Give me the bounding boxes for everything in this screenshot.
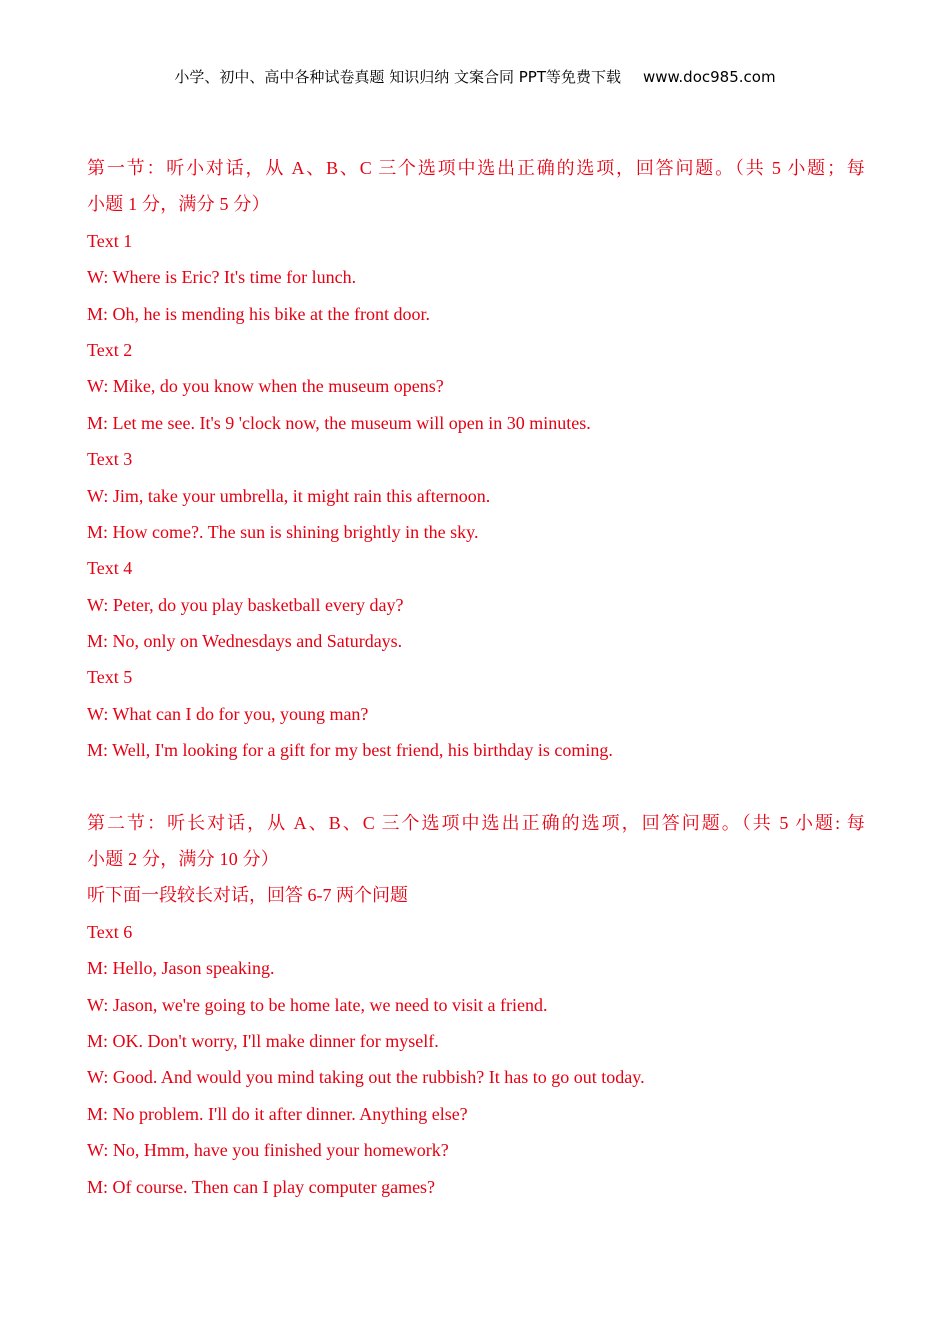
section-gap xyxy=(87,769,867,805)
section-1-heading-line-1: 第一节：听小对话，从 A、B、C 三个选项中选出正确的选项，回答问题。（共 5 小题；每 xyxy=(87,158,865,178)
dialogue-line: W: No, Hmm, have you finished your homework? xyxy=(87,1140,449,1161)
text-label: Text 4 xyxy=(87,558,133,579)
text-1-block xyxy=(87,223,867,332)
dialogue-line: M: OK. Don't worry, I'll make dinner for myself. xyxy=(87,1030,439,1051)
dialogue-line: W: Good. And would you mind taking out the rubbish? It has to go out today. xyxy=(87,1067,645,1088)
text-5-block xyxy=(87,659,867,768)
section-2 xyxy=(87,805,867,1205)
dialogue-line: W: Peter, do you play basketball every day? xyxy=(87,594,404,615)
page-header xyxy=(0,66,950,87)
text-label: Text 6 xyxy=(87,921,133,942)
dialogue-line: M: No problem. I'll do it after dinner. Anything else? xyxy=(87,1103,468,1124)
dialogue-line: W: Jason, we're going to be home late, we need to visit a friend. xyxy=(87,994,548,1015)
section-2-instruction: 听下面一段较长对话，回答 6-7 两个问题 xyxy=(87,885,408,906)
text-label: Text 1 xyxy=(87,230,133,251)
text-label: Text 2 xyxy=(87,339,133,360)
section-2-heading-line-1: 第二节：听长对话，从 A、B、C 三个选项中选出正确的选项，回答问题。（共 5 小题: 每 xyxy=(87,812,865,833)
dialogue-line: M: Of course. Then can I play computer games? xyxy=(87,1176,436,1197)
dialogue-line: W: What can I do for you, young man? xyxy=(87,703,369,724)
dialogue-line: M: How come?. The sun is shining brightly in the sky. xyxy=(87,521,479,542)
section-1-heading-line-2: 小题 1 分，满分 5 分） xyxy=(87,194,270,215)
dialogue-line: W: Where is Eric? It's time for lunch. xyxy=(87,267,357,288)
text-2-block xyxy=(87,332,867,441)
dialogue-line: W: Jim, take your umbrella, it might rain this afternoon. xyxy=(87,485,491,506)
dialogue-line: M: Well, I'm looking for a gift for my best friend, his birthday is coming. xyxy=(87,740,613,761)
header-url[interactable]: www.doc985.com xyxy=(642,68,776,86)
dialogue-line: M: Hello, Jason speaking. xyxy=(87,958,275,979)
section-1 xyxy=(87,150,867,769)
document-body xyxy=(87,150,867,1205)
text-3-block xyxy=(87,441,867,550)
section-2-heading-line-2: 小题 2 分，满分 10 分） xyxy=(87,849,279,870)
text-label: Text 3 xyxy=(87,449,133,470)
dialogue-line: W: Mike, do you know when the museum opens? xyxy=(87,376,444,397)
dialogue-line: M: No, only on Wednesdays and Saturdays. xyxy=(87,631,403,652)
header-text: 小学、初中、高中各种试卷真题 知识归纳 文案合同 PPT等免费下载 xyxy=(174,68,621,86)
text-label: Text 5 xyxy=(87,667,133,688)
dialogue-line: M: Oh, he is mending his bike at the front door. xyxy=(87,303,430,324)
text-6-block xyxy=(87,914,867,1205)
text-4-block xyxy=(87,550,867,659)
dialogue-line: M: Let me see. It's 9 'clock now, the museum will open in 30 minutes. xyxy=(87,412,591,433)
